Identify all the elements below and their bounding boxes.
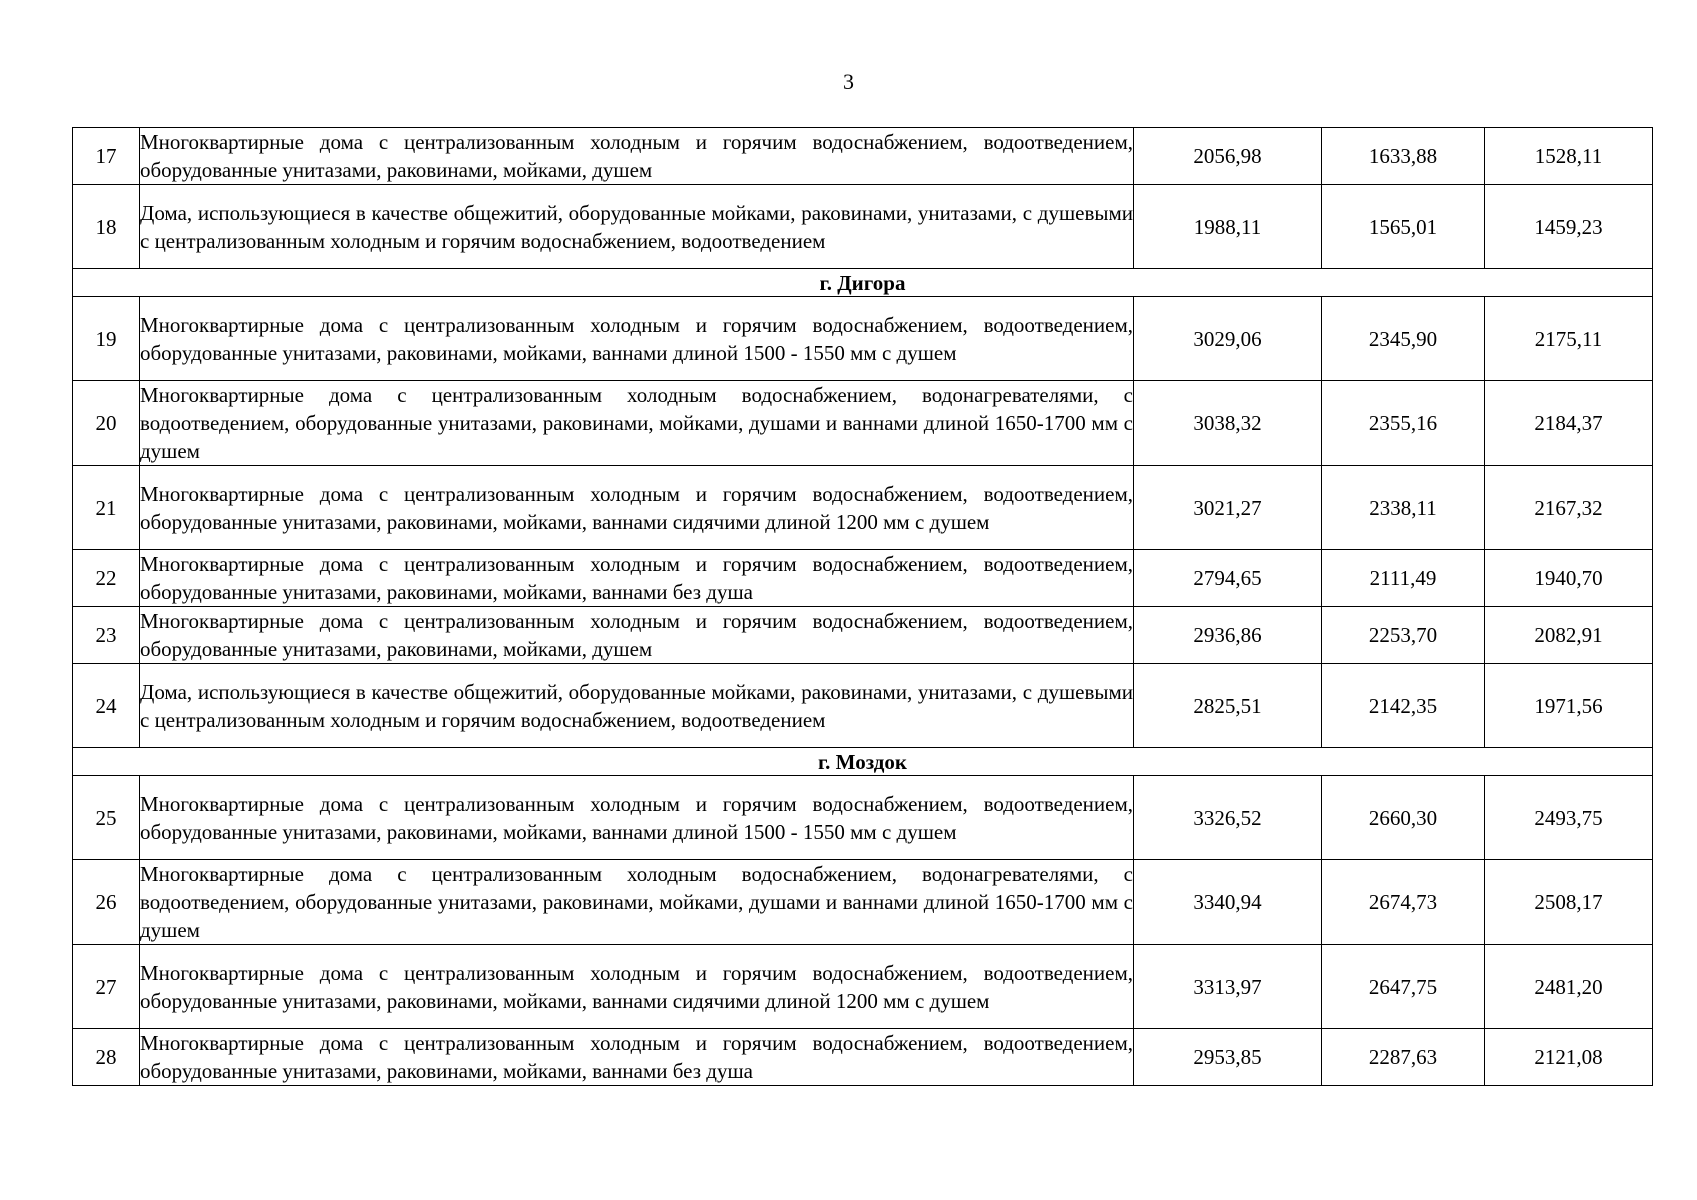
description-cell: Многоквартирные дома с централизованным холодным и горячим водоснабжением, водоотведением, оборудованные унитазами, раковинами, мойками, ваннами сидячими длиной 1200 мм с душем [140, 466, 1134, 550]
value-col3-cell: 2082,91 [1485, 607, 1653, 664]
description-cell: Многоквартирные дома с централизованным холодным и горячим водоснабжением, водоотведением, оборудованные унитазами, раковинами, мойками, ваннами без душа [140, 550, 1134, 607]
section-header-row [73, 748, 1653, 776]
value-col3-cell: 1940,70 [1485, 550, 1653, 607]
row-number-cell: 23 [73, 607, 140, 664]
row-number-cell: 20 [73, 381, 140, 466]
value-col2-cell: 2345,90 [1322, 297, 1485, 381]
value-col3-cell: 1528,11 [1485, 128, 1653, 185]
value-col1-cell: 2825,51 [1134, 664, 1322, 748]
value-col2-cell: 2111,49 [1322, 550, 1485, 607]
section-title: г. Моздок [73, 748, 1653, 776]
value-col1-cell: 2056,98 [1134, 128, 1322, 185]
value-col3-cell: 2493,75 [1485, 776, 1653, 860]
value-col1-cell: 1988,11 [1134, 185, 1322, 269]
table-row [73, 185, 1653, 269]
table-row [73, 128, 1653, 185]
tariff-table [72, 127, 1653, 1086]
value-col2-cell: 2674,73 [1322, 860, 1485, 945]
row-number-cell: 26 [73, 860, 140, 945]
value-col2-cell: 2253,70 [1322, 607, 1485, 664]
value-col3-cell: 2184,37 [1485, 381, 1653, 466]
row-number-cell: 28 [73, 1029, 140, 1086]
description-cell: Многоквартирные дома с централизованным холодным и горячим водоснабжением, водоотведением, оборудованные унитазами, раковинами, мойками, ваннами длиной 1500 - 1550 мм с душем [140, 297, 1134, 381]
value-col3-cell: 2175,11 [1485, 297, 1653, 381]
value-col2-cell: 2647,75 [1322, 945, 1485, 1029]
value-col1-cell: 3029,06 [1134, 297, 1322, 381]
row-number-cell: 24 [73, 664, 140, 748]
value-col1-cell: 3038,32 [1134, 381, 1322, 466]
description-cell: Многоквартирные дома с централизованным холодным и горячим водоснабжением, водоотведением, оборудованные унитазами, раковинами, мойками, душем [140, 607, 1134, 664]
value-col3-cell: 2508,17 [1485, 860, 1653, 945]
row-number-cell: 19 [73, 297, 140, 381]
description-cell: Дома, использующиеся в качестве общежитий, оборудованные мойками, раковинами, унитазами, с душевыми с централизованным холодным и горячим водоснабжением, водоотведением [140, 185, 1134, 269]
table-row [73, 381, 1653, 466]
section-title: г. Дигора [73, 269, 1653, 297]
value-col3-cell: 2167,32 [1485, 466, 1653, 550]
table-row [73, 776, 1653, 860]
section-header-row [73, 269, 1653, 297]
value-col2-cell: 2142,35 [1322, 664, 1485, 748]
value-col1-cell: 3340,94 [1134, 860, 1322, 945]
description-cell: Дома, использующиеся в качестве общежитий, оборудованные мойками, раковинами, унитазами, с душевыми с централизованным холодным и горячим водоснабжением, водоотведением [140, 664, 1134, 748]
value-col1-cell: 2953,85 [1134, 1029, 1322, 1086]
value-col2-cell: 2338,11 [1322, 466, 1485, 550]
row-number-cell: 27 [73, 945, 140, 1029]
value-col2-cell: 2355,16 [1322, 381, 1485, 466]
table-row [73, 607, 1653, 664]
description-cell: Многоквартирные дома с централизованным холодным и горячим водоснабжением, водоотведением, оборудованные унитазами, раковинами, мойками, ваннами без душа [140, 1029, 1134, 1086]
table-body [73, 128, 1653, 1086]
value-col2-cell: 1633,88 [1322, 128, 1485, 185]
table-row [73, 860, 1653, 945]
value-col3-cell: 1971,56 [1485, 664, 1653, 748]
row-number-cell: 25 [73, 776, 140, 860]
value-col1-cell: 3313,97 [1134, 945, 1322, 1029]
description-cell: Многоквартирные дома с централизованным холодным и горячим водоснабжением, водоотведением, оборудованные унитазами, раковинами, мойками, ваннами сидячими длиной 1200 мм с душем [140, 945, 1134, 1029]
table-row [73, 550, 1653, 607]
row-number-cell: 18 [73, 185, 140, 269]
row-number-cell: 17 [73, 128, 140, 185]
value-col3-cell: 2121,08 [1485, 1029, 1653, 1086]
table-row [73, 945, 1653, 1029]
value-col2-cell: 1565,01 [1322, 185, 1485, 269]
value-col2-cell: 2660,30 [1322, 776, 1485, 860]
description-cell: Многоквартирные дома с централизованным холодным и горячим водоснабжением, водоотведением, оборудованные унитазами, раковинами, мойками, ваннами длиной 1500 - 1550 мм с душем [140, 776, 1134, 860]
table-row [73, 466, 1653, 550]
value-col3-cell: 1459,23 [1485, 185, 1653, 269]
table-row [73, 664, 1653, 748]
value-col1-cell: 2936,86 [1134, 607, 1322, 664]
row-number-cell: 21 [73, 466, 140, 550]
table-row [73, 297, 1653, 381]
value-col1-cell: 3326,52 [1134, 776, 1322, 860]
description-cell: Многоквартирные дома с централизованным холодным водоснабжением, водонагревателями, с водоотведением, оборудованные унитазами, раковинами, мойками, душами и ваннами длиной 1650-1700 мм с душем [140, 381, 1134, 466]
value-col2-cell: 2287,63 [1322, 1029, 1485, 1086]
description-cell: Многоквартирные дома с централизованным холодным водоснабжением, водонагревателями, с водоотведением, оборудованные унитазами, раковинами, мойками, душами и ваннами длиной 1650-1700 мм с душем [140, 860, 1134, 945]
value-col3-cell: 2481,20 [1485, 945, 1653, 1029]
value-col1-cell: 2794,65 [1134, 550, 1322, 607]
value-col1-cell: 3021,27 [1134, 466, 1322, 550]
description-cell: Многоквартирные дома с централизованным холодным и горячим водоснабжением, водоотведением, оборудованные унитазами, раковинами, мойками, душем [140, 128, 1134, 185]
table-row [73, 1029, 1653, 1086]
row-number-cell: 22 [73, 550, 140, 607]
page-number: 3 [843, 69, 854, 94]
